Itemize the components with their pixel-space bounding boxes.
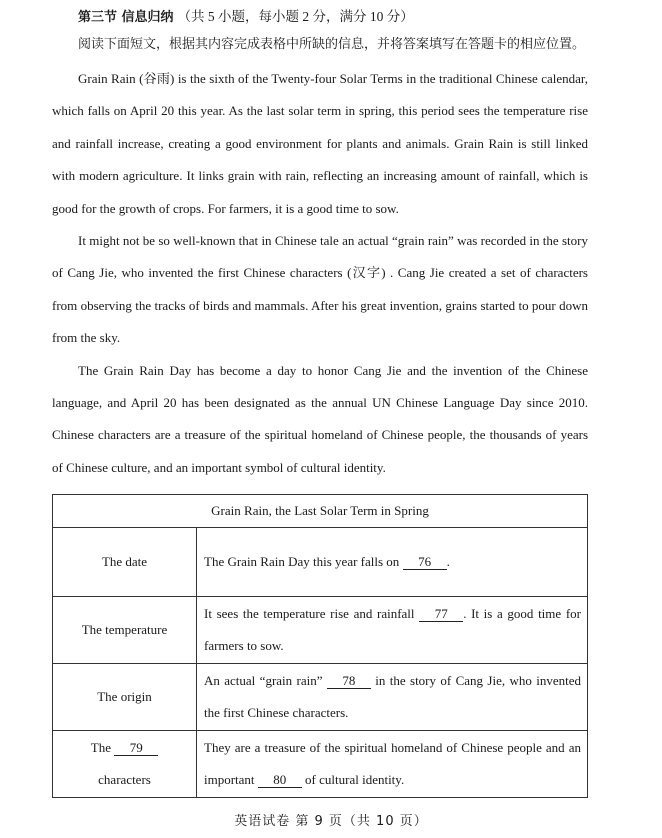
answer-blank-80[interactable]: 80: [258, 773, 302, 788]
section-title: 第三节 信息归纳: [78, 10, 174, 25]
passage-paragraph-3: The Grain Rain Day has become a day to honor Cang Jie and the invention of the Chinese language, and April 20 has been designated as the annual UN Chinese Language Day since 2010. Chinese characters are a treasure of the spiritual homeland of Chinese people, the thousands of years of Chinese culture, and an important symbol of cultural identity.: [52, 362, 588, 475]
row-label-temperature: The temperature: [53, 597, 197, 664]
row-label-origin: The origin: [53, 664, 197, 731]
page-footer: 英语试卷 第 9 页（共 10 页）: [234, 814, 428, 829]
date-text-after: .: [446, 554, 450, 570]
row-content-temperature: [197, 597, 588, 664]
answer-blank-78[interactable]: 78: [327, 674, 371, 689]
row-content-date: [197, 528, 588, 597]
characters-label-after: characters: [98, 772, 151, 788]
table-row-origin: [53, 664, 588, 731]
temperature-text-before: It sees the temperature rise and rainfall: [204, 606, 415, 622]
answer-blank-79[interactable]: 79: [114, 741, 158, 756]
section-note: （共 5 小题，每小题 2 分，满分 10 分）: [177, 9, 414, 24]
table-title: Grain Rain, the Last Solar Term in Spring: [53, 495, 588, 528]
temperature-text-after: . It is a good time for farmers to sow.: [204, 606, 581, 654]
table-row-characters: [53, 731, 588, 798]
row-label-characters: [53, 731, 197, 798]
characters-text-before: They are a treasure of the spiritual homeland of Chinese people and an important: [204, 740, 581, 788]
passage-paragraph-1: Grain Rain (谷雨) is the sixth of the Twenty-four Solar Terms in the traditional Chinese calendar, which falls on April 20 this year. As the last solar term in spring, this period sees the temperature rise and rainfall increase, creating a good environment for plants and animals. Grain Rain is still linked with modern agriculture. It links grain with rain, reflecting an increasing amount of rainfall, which is good for the growth of crops. For farmers, it is a good time to sow.: [52, 71, 588, 216]
section-instruction: 阅读下面短文，根据其内容完成表格中所缺的信息，并将答案填写在答题卡的相应位置。: [78, 36, 586, 51]
origin-text-after: in the story of Cang Jie, who invented the first Chinese characters.: [204, 673, 581, 721]
section-header: [78, 6, 588, 29]
info-table: [52, 494, 588, 798]
origin-text-before: An actual “grain rain”: [204, 673, 323, 689]
row-content-characters: [197, 731, 588, 798]
characters-text-after: of cultural identity.: [305, 772, 405, 788]
answer-blank-77[interactable]: 77: [419, 607, 463, 622]
passage: [52, 63, 588, 484]
table-row-temperature: [53, 597, 588, 664]
date-text-before: The Grain Rain Day this year falls on: [204, 554, 400, 570]
characters-label-before: The: [90, 740, 111, 756]
row-label-date: The date: [53, 528, 197, 597]
passage-paragraph-2: It might not be so well-known that in Chinese tale an actual “grain rain” was recorded in the story of Cang Jie, who invented the first Chinese characters (汉字) . Cang Jie created a set of characters from observing the tracks of birds and mammals. After his great invention, grains started to pour down from the sky.: [52, 233, 588, 346]
row-content-origin: [197, 664, 588, 731]
exam-page: [52, 6, 588, 798]
table-row-date: [53, 528, 588, 597]
answer-blank-76[interactable]: 76: [403, 555, 447, 570]
